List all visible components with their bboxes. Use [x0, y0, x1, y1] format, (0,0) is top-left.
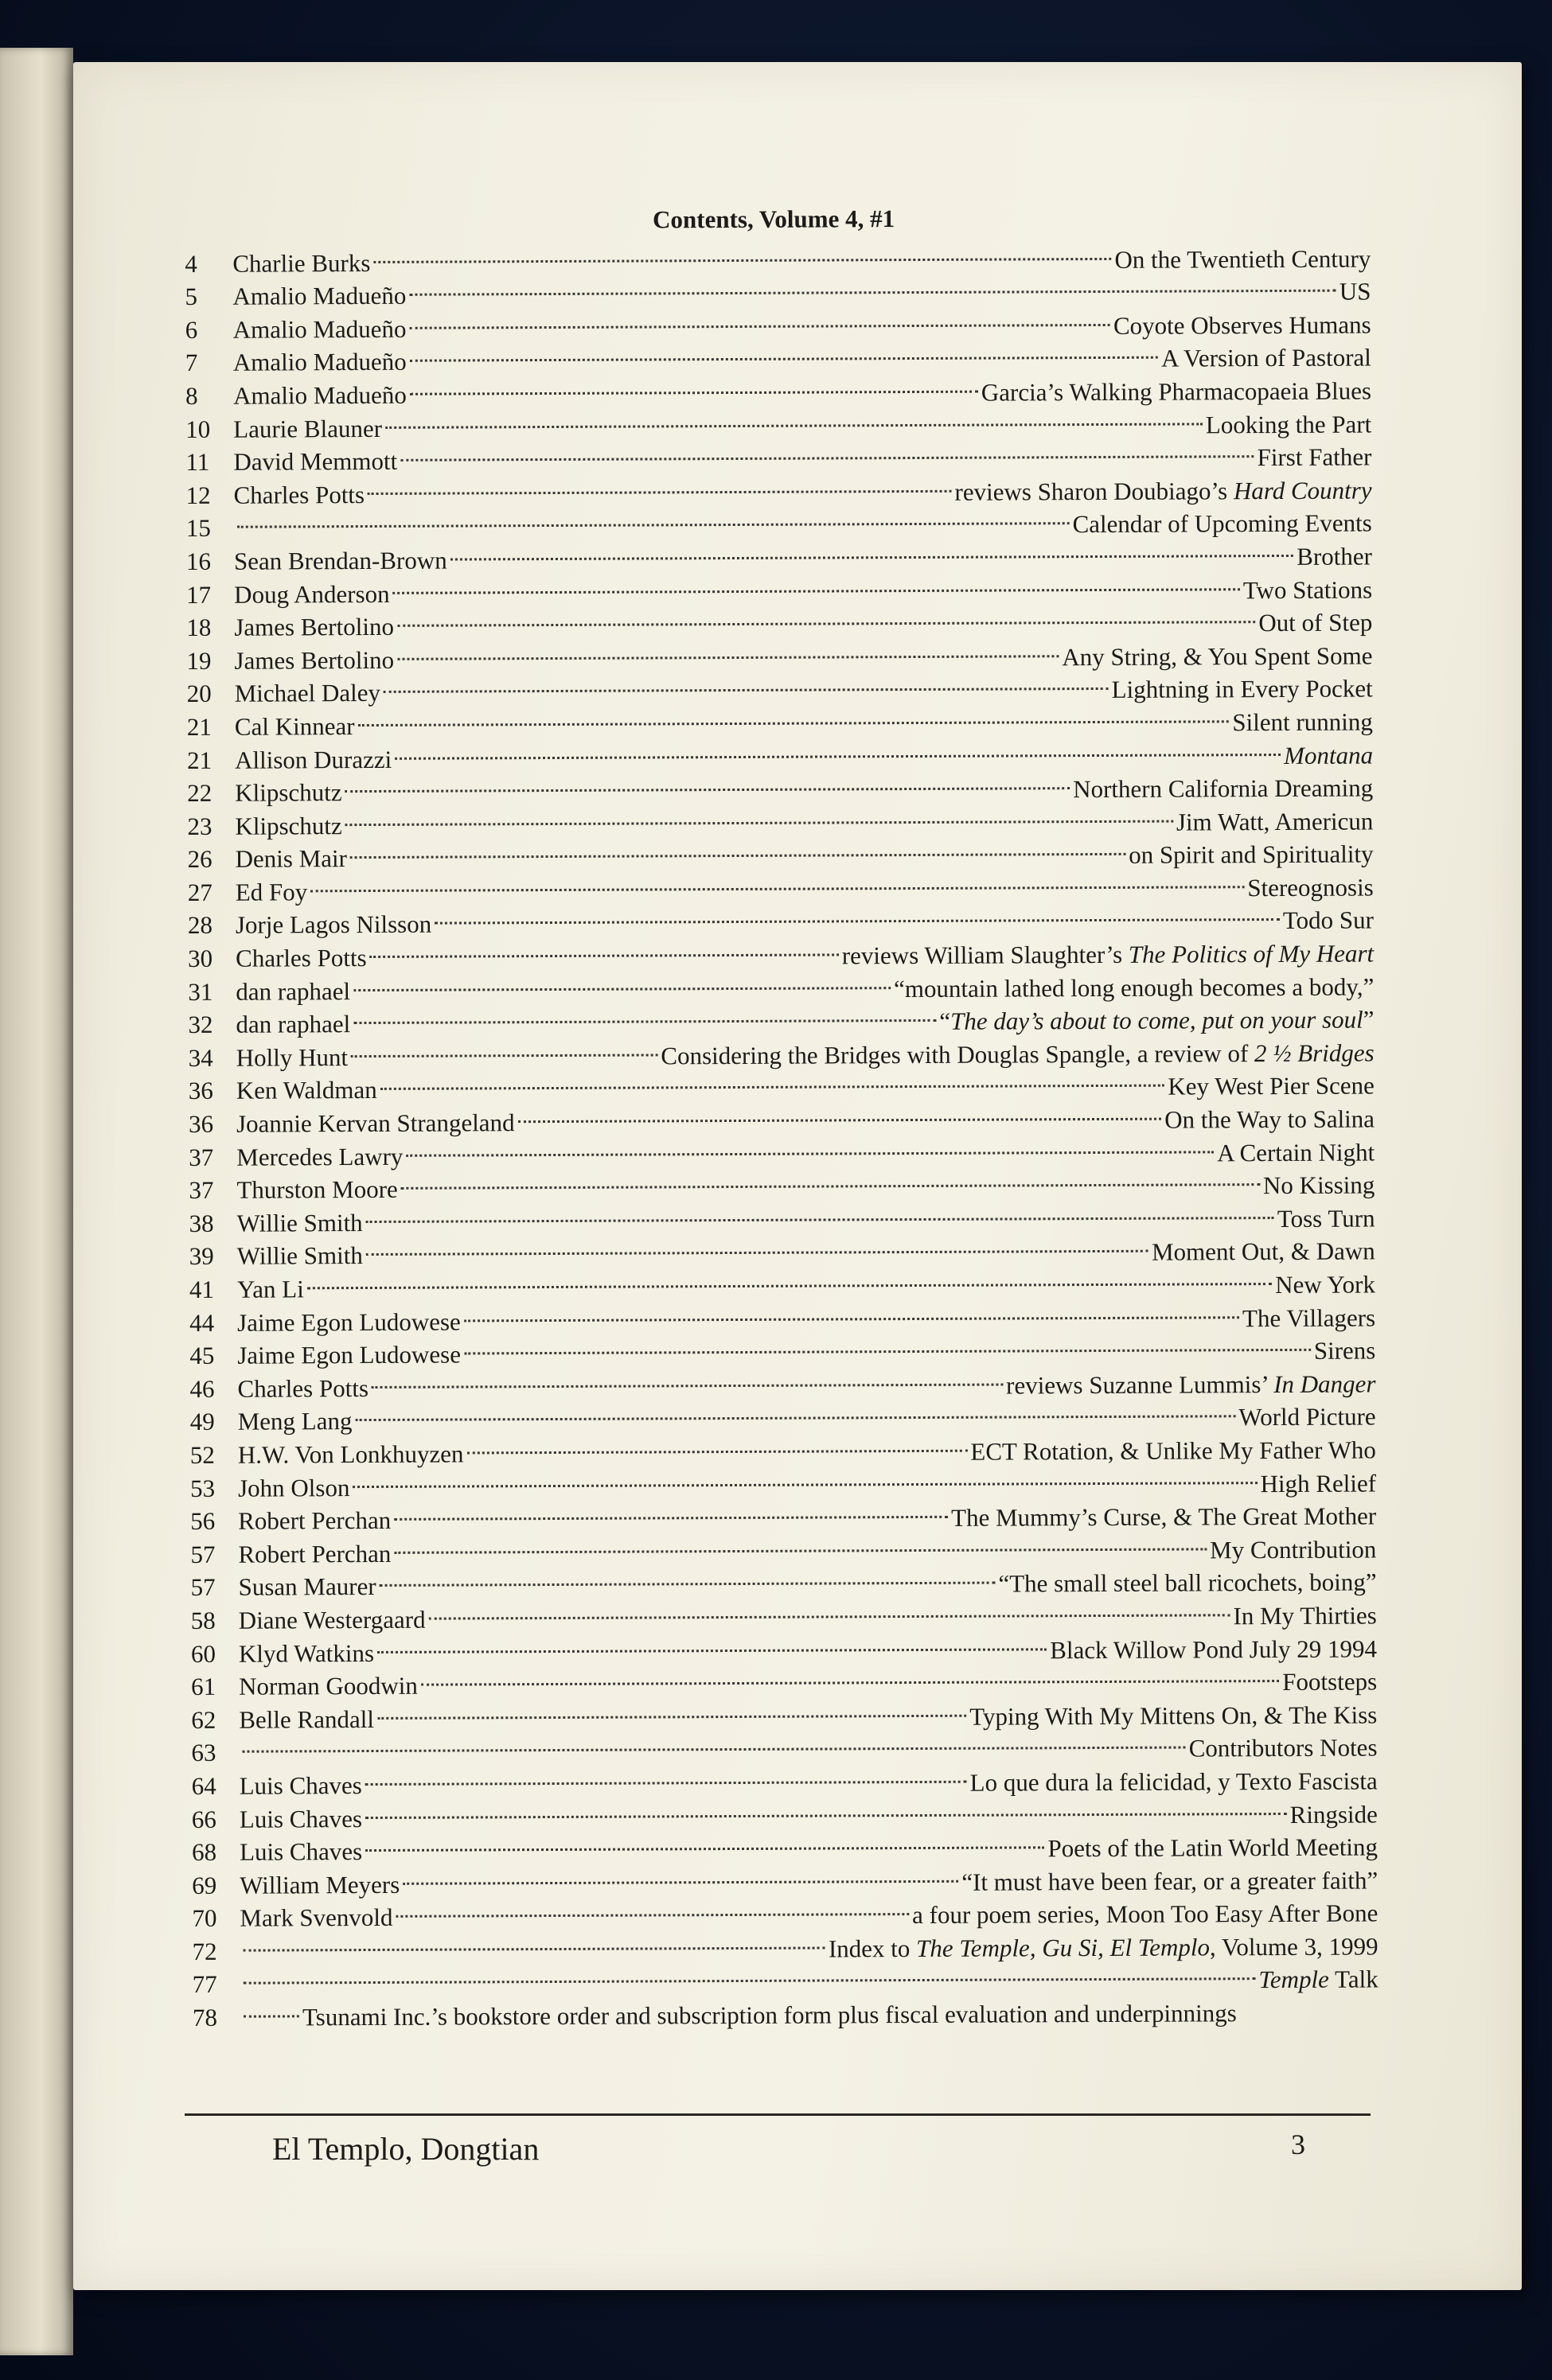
toc-dot-leader	[380, 1061, 1165, 1098]
toc-author: Mercedes Lawry	[236, 1142, 404, 1171]
toc-dot-leader	[242, 1724, 1185, 1761]
toc-title-segment: A Certain Night	[1217, 1138, 1375, 1167]
toc-page-number: 68	[191, 1837, 217, 1867]
toc-dot-leader	[466, 1427, 967, 1462]
toc-dot-leader	[450, 532, 1294, 568]
toc-page-number: 44	[189, 1308, 215, 1337]
toc-dot-leader	[307, 1260, 1273, 1297]
toc-page-number: 19	[186, 646, 212, 675]
toc-title	[1314, 1334, 1376, 1368]
toc-author: Amalio Madueño	[232, 281, 407, 310]
toc-page-number: 60	[190, 1639, 216, 1668]
toc-author: Willie Smith	[236, 1208, 363, 1237]
toc-row	[189, 1458, 1377, 1502]
toc-dot-leader	[395, 730, 1281, 767]
footer-page-number: 3	[1291, 2129, 1305, 2160]
toc-author: Thurston Moore	[236, 1175, 398, 1204]
toc-author: James Bertolino	[234, 645, 395, 675]
toc-title	[1243, 573, 1372, 606]
toc-title-segment: Hard Country	[1233, 476, 1372, 505]
toc-dot-leader	[366, 1228, 1148, 1264]
toc-dot-leader	[401, 1161, 1260, 1198]
toc-page-number: 78	[192, 2003, 218, 2032]
toc-author: Belle Randall	[239, 1704, 374, 1734]
toc-row	[192, 1954, 1378, 1999]
toc-page-number: 11	[185, 448, 210, 477]
toc-page-number: 20	[186, 680, 212, 708]
toc-title-segment: Two Stations	[1242, 575, 1373, 604]
toc-author: dan raphael	[236, 976, 351, 1006]
toc-title	[1238, 1400, 1375, 1434]
toc-dot-leader	[409, 267, 1336, 304]
toc-dot-leader	[345, 765, 1070, 801]
toc-title-segment: “The small steel ball ricochets, boing”	[998, 1568, 1377, 1598]
toc-author: Charles Potts	[237, 1373, 369, 1403]
toc-title-segment: The Temple, Gu Si, El Templo	[916, 1933, 1211, 1962]
toc-dot-leader	[403, 1857, 958, 1893]
toc-page-number: 62	[191, 1705, 216, 1734]
toc-dot-leader	[372, 1361, 1003, 1396]
toc-author: Luis Chaves	[239, 1770, 362, 1800]
toc-dot-leader	[243, 1924, 825, 1960]
toc-title	[961, 1864, 1378, 1899]
toc-title-segment: Garcia’s Walking Pharmacopaeia Blues	[981, 376, 1372, 407]
toc-title	[1161, 341, 1371, 376]
toc-dot-leader	[369, 931, 838, 966]
toc-author: Willie Smith	[236, 1241, 363, 1271]
toc-dot-leader	[397, 598, 1256, 635]
toc-dot-leader	[244, 1955, 1256, 1992]
toc-title	[1339, 275, 1371, 309]
toc-title-segment: Any String, & You Spent Some	[1062, 641, 1373, 671]
toc-row	[189, 1292, 1376, 1337]
toc-title	[939, 1003, 1374, 1038]
toc-title-segment: The Politics of My Heart	[1128, 939, 1375, 968]
toc-page-number: 46	[189, 1374, 215, 1403]
toc-title	[1277, 1202, 1375, 1235]
toc-page-number: 45	[189, 1342, 215, 1370]
toc-dot-leader	[435, 896, 1280, 933]
toc-page-number: 63	[191, 1739, 216, 1767]
toc-title	[1260, 1467, 1376, 1500]
toc-row	[186, 730, 1374, 774]
toc-dot-leader	[397, 632, 1059, 668]
toc-dot-leader	[237, 500, 1070, 536]
toc-title-segment: In Danger	[1273, 1369, 1376, 1398]
toc-page-number: 5	[185, 282, 198, 311]
toc-page-number: 26	[187, 845, 213, 874]
toc-page-number: 21	[186, 712, 212, 741]
toc-dot-leader	[345, 797, 1173, 834]
toc-dot-leader	[384, 665, 1109, 702]
toc-row	[189, 1194, 1375, 1237]
contents-page	[73, 62, 1522, 2290]
footer-rule	[185, 2113, 1371, 2116]
toc-row	[187, 763, 1374, 808]
toc-title-segment: My Contribution	[1210, 1535, 1377, 1564]
toc-page-number: 36	[188, 1077, 213, 1105]
toc-title-segment: A Version of Pastoral	[1160, 343, 1371, 373]
toc-page-number: 27	[187, 878, 213, 906]
toc-author: James Bertolino	[234, 612, 394, 641]
toc-dot-leader	[406, 1128, 1214, 1164]
toc-title-segment: Lo que dura la felicidad, y Texto Fascista	[969, 1766, 1378, 1797]
toc-title-segment: Coyote Observes Humans	[1113, 310, 1371, 340]
toc-row	[189, 1226, 1375, 1271]
toc-author: Laurie Blauner	[233, 414, 383, 443]
toc-row	[186, 697, 1373, 741]
toc-title-segment: reviews Suzanne Lummis’	[1006, 1369, 1274, 1400]
toc-title-segment: High Relief	[1260, 1469, 1377, 1498]
toc-dot-leader	[410, 368, 978, 403]
toc-title-segment: Talk	[1328, 1965, 1378, 1994]
toc-page-number: 15	[185, 514, 211, 543]
toc-title-segment: Ringside	[1289, 1799, 1378, 1829]
toc-row	[190, 1491, 1377, 1536]
toc-title	[1263, 1169, 1375, 1202]
toc-page-number: 10	[185, 415, 211, 443]
footer-publication-name: El Templo, Dongtian	[272, 2131, 540, 2167]
contents-block	[185, 200, 1378, 2032]
toc-title-segment: “	[939, 1007, 951, 1036]
toc-row	[187, 895, 1375, 940]
toc-title-segment: In My Thirties	[1233, 1601, 1377, 1630]
toc-author: Charles Potts	[236, 944, 367, 972]
toc-title-segment: Montana	[1284, 740, 1374, 769]
toc-title	[1176, 804, 1374, 839]
toc-page-number: 17	[186, 580, 212, 609]
toc-row	[191, 1822, 1378, 1867]
toc-dot-leader	[365, 1824, 1045, 1860]
toc-dot-leader	[368, 467, 952, 503]
toc-author: Sean Brendan-Brown	[233, 546, 447, 575]
toc-title-segment: Jim Watt, Americun	[1176, 807, 1374, 836]
toc-title	[1275, 1268, 1375, 1301]
toc-row	[191, 1789, 1378, 1833]
toc-author: Amalio Madueño	[232, 348, 407, 377]
toc-author: John Olson	[237, 1473, 350, 1502]
toc-dot-leader	[244, 1992, 299, 2026]
toc-author: Michael Daley	[234, 679, 381, 708]
toc-page-number: 49	[189, 1408, 215, 1436]
toc-title-segment: a four poem series, Moon Too Easy After Bone	[912, 1899, 1378, 1930]
toc-page-number: 18	[186, 613, 212, 642]
toc-title-segment: US	[1339, 277, 1371, 306]
toc-title-segment: Typing With My Mittens On, & The Kiss	[969, 1700, 1378, 1731]
toc-title-segment: On the Way to Salina	[1164, 1104, 1375, 1134]
toc-author: Meng Lang	[237, 1407, 353, 1436]
toc-page-number: 66	[191, 1805, 216, 1833]
toc-title-segment: on Spirit and Spirituality	[1129, 839, 1374, 870]
toc-dot-leader	[517, 1095, 1161, 1131]
toc-row	[185, 532, 1373, 575]
toc-page-number: 12	[185, 481, 211, 509]
toc-author: Ken Waldman	[236, 1076, 377, 1105]
toc-dot-leader	[365, 1758, 967, 1794]
toc-page-number: 69	[192, 1871, 217, 1899]
toc-title-segment: Black Willow Pond July 29 1994	[1050, 1634, 1378, 1664]
toc-author: Diane Westergaard	[238, 1605, 426, 1634]
toc-page-number: 21	[186, 746, 213, 774]
toc-title-segment: “mountain lathed long enough becomes a body,”	[894, 972, 1375, 1003]
toc-author: Luis Chaves	[239, 1804, 363, 1833]
toc-row	[189, 1260, 1376, 1303]
toc-title	[1283, 904, 1374, 937]
toc-title-segment: “It must have been fear, or a greater faith”	[961, 1866, 1378, 1896]
toc-page-number: 72	[192, 1937, 217, 1965]
toc-page-number: 61	[191, 1672, 216, 1701]
toc-row	[185, 233, 1371, 278]
toc-title-segment: New York	[1275, 1270, 1376, 1299]
toc-page-number: 36	[188, 1109, 214, 1139]
toc-page-number: 39	[189, 1242, 214, 1271]
toc-page-number: 38	[189, 1209, 214, 1237]
toc-row	[189, 1392, 1376, 1436]
toc-title-segment: The day’s about to come, put on your soul	[950, 1005, 1363, 1036]
toc-dot-leader	[396, 1891, 909, 1926]
toc-dot-leader	[464, 1326, 1311, 1362]
toc-title	[1189, 1731, 1378, 1766]
toc-dot-leader	[357, 698, 1229, 734]
toc-title	[912, 1897, 1378, 1932]
toc-author: Robert Perchan	[238, 1506, 392, 1535]
toc-title-segment: World Picture	[1238, 1402, 1376, 1432]
toc-author: Charles Potts	[233, 480, 365, 509]
toc-page-number: 22	[187, 778, 213, 808]
toc-title-segment: Northern California Dreaming	[1073, 773, 1374, 804]
toc-dot-leader	[355, 1393, 1235, 1429]
toc-title-segment: Silent running	[1232, 707, 1373, 737]
toc-title	[302, 1996, 1237, 2034]
toc-page-number: 53	[189, 1474, 216, 1502]
toc-dot-leader	[310, 863, 1244, 900]
toc-title-segment: reviews Sharon Doubiago’s	[954, 477, 1234, 506]
toc-dot-leader	[365, 1790, 1287, 1827]
toc-author: Luis Chaves	[239, 1837, 363, 1866]
toc-title	[1210, 1533, 1376, 1567]
toc-page-number: 34	[188, 1043, 213, 1072]
toc-title-segment: Moment Out, & Dawn	[1151, 1237, 1375, 1267]
toc-author: David Memmott	[233, 446, 398, 476]
toc-author: Klipschutz	[235, 778, 342, 807]
toc-author: Jaime Egon Ludowese	[237, 1307, 461, 1337]
toc-page-number: 37	[189, 1176, 214, 1205]
toc-author: Yan Li	[236, 1275, 304, 1303]
toc-dot-leader	[394, 1493, 948, 1529]
toc-title-segment: Poets of the Latin World Meeting	[1047, 1833, 1378, 1863]
toc-dot-leader	[392, 565, 1239, 602]
toc-title	[1297, 539, 1372, 573]
toc-title-segment: Calendar of Upcoming Events	[1072, 508, 1372, 539]
toc-title-segment: Index to	[828, 1934, 917, 1963]
toc-author: Mark Svenvold	[240, 1903, 393, 1932]
toc-dot-leader	[421, 1657, 1280, 1694]
toc-row	[187, 863, 1374, 906]
toc-author: Klipschutz	[235, 811, 342, 840]
toc-title	[1168, 1069, 1375, 1104]
toc-title	[842, 937, 1374, 973]
toc-dot-leader	[353, 964, 891, 999]
toc-title-segment: Looking the Part	[1205, 410, 1372, 438]
toc-title-segment: No Kissing	[1262, 1171, 1375, 1200]
toc-dot-leader	[409, 301, 1110, 337]
toc-page-number: 52	[189, 1440, 215, 1469]
toc-title	[1290, 1798, 1378, 1831]
toc-title	[1062, 639, 1372, 673]
toc-dot-leader	[377, 1625, 1047, 1661]
toc-dot-leader	[385, 399, 1203, 436]
toc-author: Ed Foy	[235, 878, 308, 906]
toc-title-segment: On the Twentieth Century	[1114, 244, 1371, 274]
toc-author: Klyd Watkins	[238, 1638, 375, 1668]
toc-page-number: 37	[189, 1143, 214, 1171]
toc-page-number: 56	[190, 1507, 216, 1536]
toc-author: Holly Hunt	[236, 1042, 349, 1072]
toc-title-segment: Stereognosis	[1247, 873, 1374, 902]
toc-title-segment: Out of Step	[1258, 608, 1373, 637]
toc-title-segment: Tsunami Inc.’s bookstore order and subscription form plus fiscal evaluation and underpinnings	[302, 1999, 1237, 2031]
toc-page-number: 31	[188, 977, 213, 1006]
toc-page-number: 28	[187, 911, 213, 940]
toc-page-number: 7	[185, 349, 198, 377]
toc-title	[1284, 738, 1373, 772]
toc-author: Denis Mair	[235, 844, 348, 874]
table-of-contents	[185, 233, 1378, 2032]
toc-title-segment: Toss Turn	[1277, 1204, 1375, 1233]
toc-title	[1282, 1665, 1377, 1699]
toc-author: Doug Anderson	[234, 579, 390, 609]
toc-dot-leader	[377, 1692, 966, 1728]
toc-title-segment: Considering the Bridges with Douglas Spangle, a review of	[661, 1038, 1255, 1070]
toc-dot-leader	[350, 831, 1125, 867]
toc-author: dan raphael	[236, 1010, 351, 1038]
toc-title-segment: Brother	[1297, 542, 1373, 571]
toc-dot-leader	[379, 1559, 995, 1595]
toc-title	[1047, 1831, 1378, 1865]
toc-title-segment: , Volume 3, 1999	[1209, 1932, 1378, 1961]
toc-title-segment: ”	[1363, 1005, 1375, 1034]
toc-author: Susan Maurer	[238, 1572, 376, 1602]
toc-dot-leader	[394, 1525, 1207, 1562]
toc-title-segment: The Villagers	[1242, 1303, 1376, 1332]
toc-author: William Meyers	[240, 1870, 400, 1899]
toc-title-segment: First Father	[1257, 442, 1372, 472]
toc-author: Norman Goodwin	[239, 1671, 418, 1700]
toc-dot-leader	[428, 1591, 1230, 1628]
toc-page-number: 16	[185, 547, 212, 575]
toc-page-number: 57	[190, 1540, 216, 1568]
toc-title-segment: 2 ½ Bridges	[1254, 1038, 1375, 1067]
toc-author: Cal Kinnear	[234, 711, 355, 741]
left-page-edge	[0, 48, 73, 2355]
toc-author: Jaime Egon Ludowese	[237, 1340, 462, 1369]
toc-title-segment: Todo Sur	[1282, 906, 1375, 935]
toc-page-number: 6	[185, 315, 198, 344]
toc-title	[894, 970, 1374, 1005]
toc-page-number: 8	[185, 381, 198, 410]
toc-row	[189, 1425, 1376, 1469]
toc-title-segment: ECT Rotation, & Unlike My Father Who	[970, 1435, 1376, 1466]
toc-title-segment: Temple	[1258, 1965, 1329, 1994]
toc-author: Allison Durazzi	[234, 745, 392, 774]
toc-author: Charlie Burks	[232, 248, 371, 278]
toc-title	[1258, 606, 1372, 640]
toc-page-number: 57	[190, 1573, 216, 1602]
toc-dot-leader	[353, 1459, 1257, 1496]
toc-page-number: 64	[191, 1771, 216, 1800]
toc-dot-leader	[353, 997, 936, 1033]
toc-page-number: 41	[189, 1275, 215, 1303]
toc-author: Amalio Madueño	[232, 314, 407, 344]
toc-author: Amalio Madueño	[232, 380, 407, 410]
toc-page-number: 30	[188, 944, 213, 973]
toc-title	[1233, 1599, 1376, 1632]
toc-dot-leader	[464, 1293, 1239, 1330]
toc-page-number: 23	[187, 812, 213, 840]
toc-title-segment: Footsteps	[1282, 1667, 1378, 1696]
toc-title-segment: Key West Pier Scene	[1168, 1071, 1375, 1101]
toc-page-number: 58	[190, 1606, 216, 1634]
toc-page-number: 32	[188, 1011, 213, 1039]
toc-page-number: 4	[185, 249, 197, 278]
toc-title-segment: Sirens	[1313, 1336, 1376, 1365]
toc-dot-leader	[400, 433, 1254, 469]
toc-author: Jorje Lagos Nilsson	[235, 910, 432, 940]
toc-dot-leader	[373, 235, 1111, 271]
toc-title-segment: The Mummy’s Curse, & The Great Mother	[951, 1502, 1377, 1532]
toc-author: H.W. Von Lonkhuyzen	[237, 1439, 464, 1469]
toc-author: Joannie Kervan Strangeland	[236, 1108, 515, 1138]
toc-dot-leader	[410, 333, 1159, 370]
toc-title-segment: reviews William Slaughter’s	[841, 940, 1129, 970]
toc-title	[1257, 441, 1371, 474]
toc-author: Robert Perchan	[238, 1539, 392, 1568]
toc-dot-leader	[351, 1031, 658, 1065]
toc-page-number: 70	[192, 1904, 217, 1933]
toc-dot-leader	[366, 1194, 1274, 1231]
toc-title-segment: Contributors Notes	[1188, 1733, 1378, 1763]
toc-page-number: 77	[192, 1970, 217, 1999]
toc-title	[1258, 1963, 1378, 1996]
toc-title-segment: Lightning in Every Pocket	[1111, 674, 1373, 704]
toc-row	[192, 1988, 1378, 2032]
page-title: Contents, Volume 4, #1	[652, 205, 895, 234]
